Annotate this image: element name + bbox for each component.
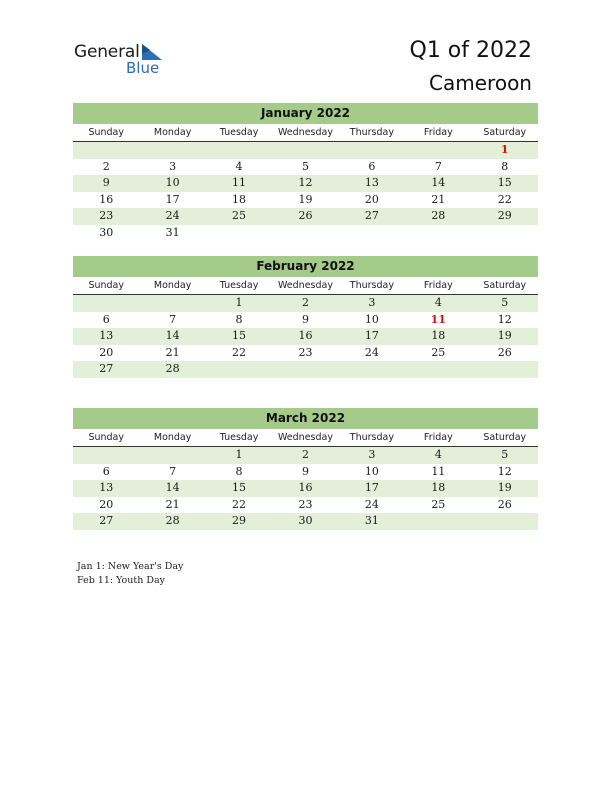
date-cell [139, 142, 205, 159]
date-cell: 13 [364, 176, 379, 190]
date-cell: 31 [165, 225, 180, 239]
date-cell [139, 295, 205, 312]
date-cell [73, 447, 139, 464]
holiday-date-cell: 11 [430, 312, 446, 326]
date-cell: 27 [364, 209, 379, 223]
date-cell: 13 [99, 329, 114, 343]
date-cell: 23 [298, 497, 313, 511]
date-cell: 23 [99, 209, 114, 223]
date-cell [206, 361, 272, 378]
weekday-label: Tuesday [219, 127, 259, 138]
date-cell: 28 [165, 514, 180, 528]
date-cell: 30 [99, 225, 114, 239]
date-cell: 12 [497, 312, 512, 326]
holiday-note: Feb 11: Youth Day [77, 575, 165, 586]
weekday-label: Tuesday [219, 432, 259, 443]
date-cell: 18 [232, 192, 247, 206]
date-cell: 16 [298, 329, 313, 343]
week-row [73, 328, 538, 345]
date-cell: 10 [165, 176, 180, 190]
date-cell: 4 [434, 448, 442, 461]
week-row [73, 159, 538, 176]
date-cell: 11 [431, 464, 446, 478]
date-cell: 9 [301, 464, 309, 478]
weekday-label: Sunday [88, 432, 124, 443]
date-cell: 7 [169, 464, 177, 478]
date-cell: 19 [497, 481, 512, 495]
date-cell: 20 [364, 192, 379, 206]
date-cell [472, 361, 538, 378]
date-cell: 21 [165, 497, 180, 511]
date-cell: 12 [497, 464, 512, 478]
date-cell [272, 142, 338, 159]
date-cell: 31 [364, 514, 379, 528]
logo-text-general: General [74, 42, 140, 62]
date-cell: 27 [99, 514, 114, 528]
month-calendar-february [73, 256, 538, 378]
date-cell: 8 [501, 159, 509, 173]
date-cell: 3 [368, 448, 376, 461]
date-cell [339, 361, 405, 378]
date-cell: 14 [165, 329, 180, 343]
date-cell: 2 [301, 448, 309, 461]
date-cell [139, 447, 205, 464]
month-calendar-march [73, 408, 538, 530]
date-cell [405, 225, 471, 242]
date-cell: 7 [169, 312, 177, 326]
date-cell: 21 [431, 192, 446, 206]
weekday-label: Thursday [349, 280, 394, 291]
date-cell [206, 142, 272, 159]
date-cell: 6 [102, 464, 110, 478]
week-row [73, 345, 538, 362]
weekday-label: Saturday [483, 280, 527, 291]
date-cell: 25 [431, 345, 446, 359]
date-cell: 16 [298, 481, 313, 495]
date-cell: 2 [102, 159, 110, 173]
date-cell: 29 [497, 209, 512, 223]
week-row [73, 175, 538, 192]
date-cell [73, 295, 139, 312]
date-cell: 7 [434, 159, 442, 173]
weekday-label: Sunday [88, 127, 124, 138]
date-cell: 18 [431, 329, 446, 343]
date-cell: 26 [497, 345, 512, 359]
holiday-note: Jan 1: New Year's Day [77, 561, 184, 572]
date-cell: 16 [99, 192, 114, 206]
date-cell: 20 [99, 345, 114, 359]
month-title: January 2022 [73, 103, 538, 124]
date-cell: 30 [298, 514, 313, 528]
date-cell: 10 [364, 464, 379, 478]
brand-logo [74, 42, 184, 78]
date-cell [272, 225, 338, 242]
date-cell: 11 [232, 176, 247, 190]
date-cell [339, 225, 405, 242]
weekday-label: Friday [423, 127, 453, 138]
date-cell: 24 [364, 345, 379, 359]
weekday-label: Saturday [483, 432, 527, 443]
weekday-label: Wednesday [277, 127, 333, 138]
date-cell: 14 [431, 176, 446, 190]
date-cell: 9 [102, 176, 110, 190]
week-row [73, 447, 538, 464]
date-cell: 1 [235, 296, 243, 309]
date-cell: 20 [99, 497, 114, 511]
date-cell: 19 [298, 192, 313, 206]
date-cell [405, 361, 471, 378]
date-cell: 22 [232, 497, 247, 511]
date-cell [73, 142, 139, 159]
date-cell: 5 [301, 159, 309, 173]
weekday-label: Thursday [349, 432, 394, 443]
date-cell: 17 [364, 329, 379, 343]
date-cell: 3 [368, 296, 376, 309]
page-title: Q1 of 2022 [409, 38, 532, 63]
date-cell: 8 [235, 312, 243, 326]
date-cell: 21 [165, 345, 180, 359]
date-cell [405, 142, 471, 159]
date-cell: 22 [232, 345, 247, 359]
date-cell: 27 [99, 362, 114, 376]
date-cell: 25 [431, 497, 446, 511]
weekday-label: Thursday [349, 127, 394, 138]
date-cell: 12 [298, 176, 313, 190]
weekday-label: Sunday [88, 280, 124, 291]
date-cell: 26 [298, 209, 313, 223]
date-cell: 5 [501, 448, 509, 461]
date-cell: 10 [364, 312, 379, 326]
month-calendar-january [73, 103, 538, 242]
country-name: Cameroon [429, 71, 532, 95]
week-row [73, 208, 538, 225]
weekday-label: Monday [153, 127, 192, 138]
date-cell: 17 [165, 192, 180, 206]
weekday-label: Tuesday [219, 280, 259, 291]
date-cell: 23 [298, 345, 313, 359]
date-cell: 28 [431, 209, 446, 223]
weekday-label: Monday [153, 280, 192, 291]
week-row [73, 497, 538, 514]
date-cell: 17 [364, 481, 379, 495]
date-cell: 4 [434, 296, 442, 309]
date-cell: 4 [235, 159, 243, 173]
date-cell: 18 [431, 481, 446, 495]
date-cell: 2 [301, 296, 309, 309]
weekday-header-row [73, 429, 538, 447]
logo-text-blue: Blue [126, 59, 160, 77]
weekday-header-row [73, 277, 538, 295]
date-cell: 15 [497, 176, 512, 190]
date-cell: 14 [165, 481, 180, 495]
week-row [73, 192, 538, 209]
date-cell [405, 513, 471, 530]
week-row [73, 142, 538, 159]
date-cell: 8 [235, 464, 243, 478]
date-cell [272, 361, 338, 378]
weekday-label: Wednesday [277, 280, 333, 291]
date-cell: 6 [102, 312, 110, 326]
date-cell [206, 225, 272, 242]
date-cell: 24 [364, 497, 379, 511]
week-row [73, 513, 538, 530]
weekday-label: Friday [423, 432, 453, 443]
date-cell: 26 [497, 497, 512, 511]
date-cell: 29 [232, 514, 247, 528]
weekday-header-row [73, 124, 538, 142]
week-row [73, 295, 538, 312]
weekday-label: Friday [423, 280, 453, 291]
date-cell: 22 [497, 192, 512, 206]
date-cell [472, 513, 538, 530]
date-cell: 5 [501, 296, 509, 309]
week-row [73, 225, 538, 242]
date-cell [472, 225, 538, 242]
date-cell: 19 [497, 329, 512, 343]
holiday-date-cell: 1 [500, 143, 509, 156]
month-title: March 2022 [73, 408, 538, 429]
date-cell: 28 [165, 362, 180, 376]
weekday-label: Wednesday [277, 432, 333, 443]
date-cell: 15 [232, 481, 247, 495]
date-cell: 3 [169, 159, 177, 173]
weekday-label: Monday [153, 432, 192, 443]
month-title: February 2022 [73, 256, 538, 277]
date-cell: 6 [368, 159, 376, 173]
date-cell: 15 [232, 329, 247, 343]
weekday-label: Saturday [483, 127, 527, 138]
date-cell: 1 [235, 448, 243, 461]
holiday-notes [77, 560, 183, 588]
date-cell: 25 [232, 209, 247, 223]
date-cell [339, 142, 405, 159]
week-row [73, 361, 538, 378]
week-row [73, 480, 538, 497]
week-row [73, 312, 538, 329]
date-cell: 24 [165, 209, 180, 223]
date-cell: 9 [301, 312, 309, 326]
date-cell: 13 [99, 481, 114, 495]
week-row [73, 464, 538, 481]
